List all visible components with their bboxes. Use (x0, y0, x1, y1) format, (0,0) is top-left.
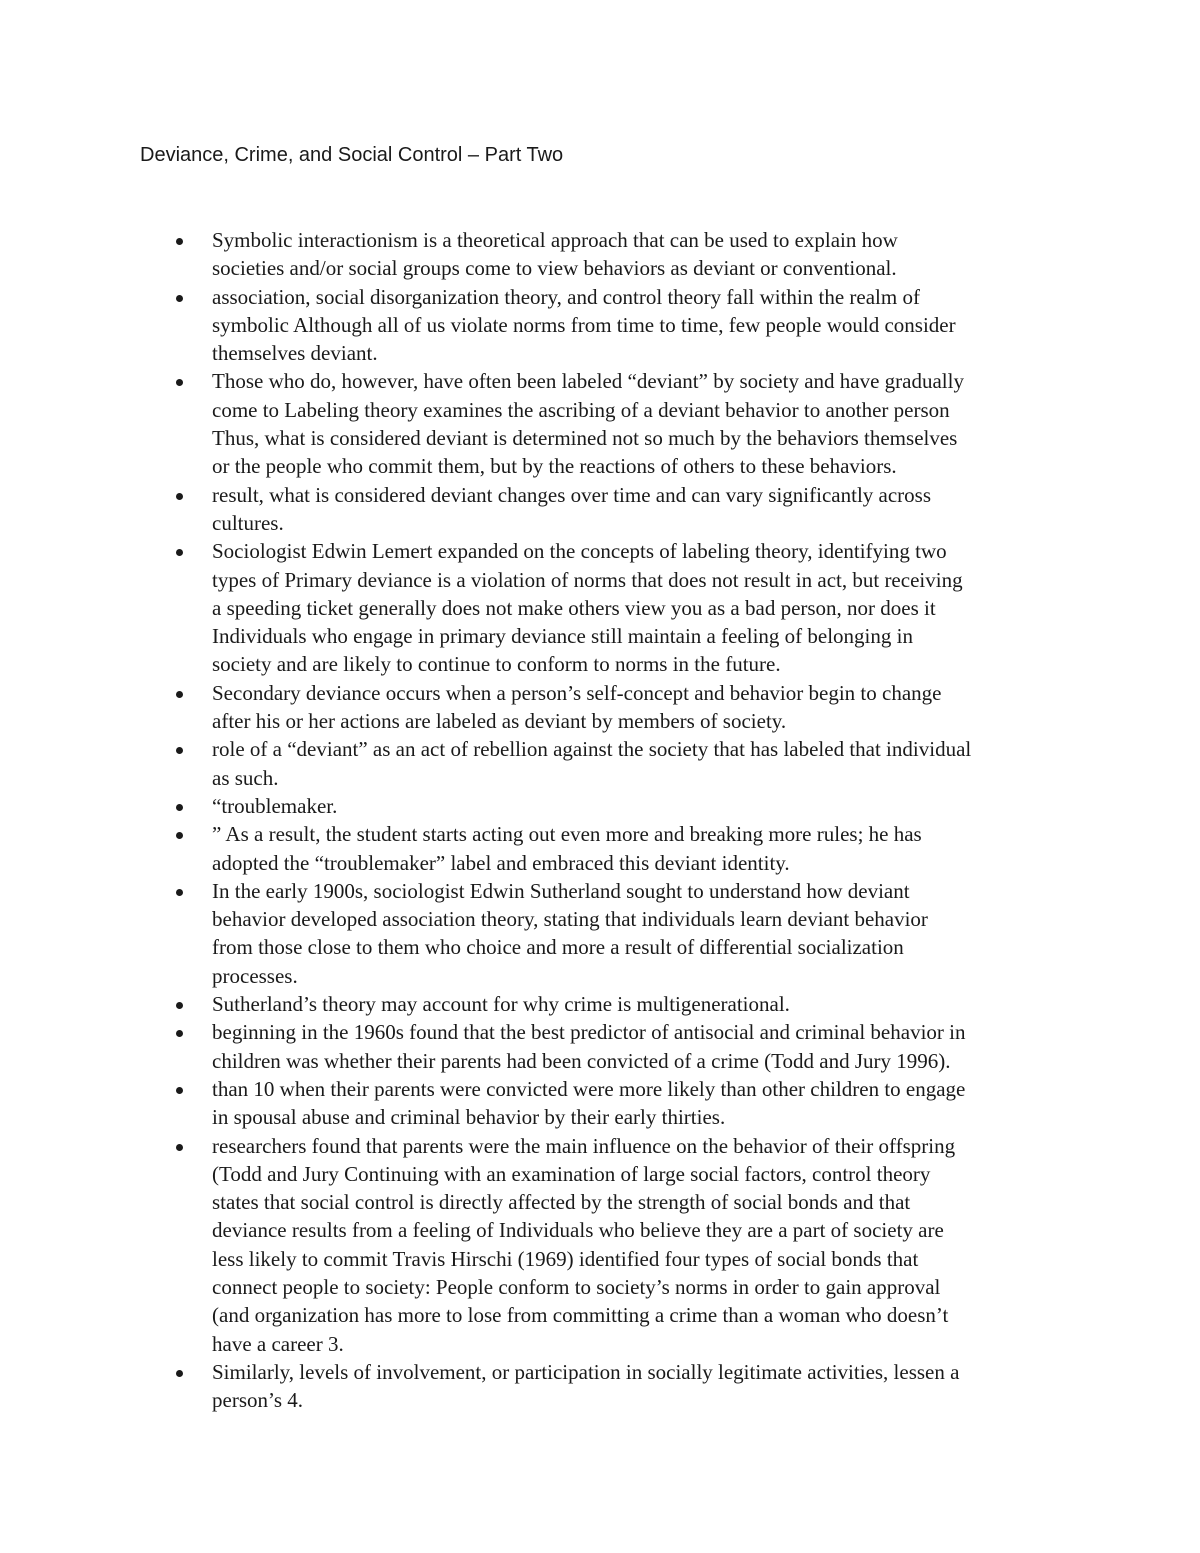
bullet-dot-icon (176, 691, 183, 698)
bullet-dot-icon (176, 747, 183, 754)
bullet-item (176, 226, 1076, 283)
bullet-text-line: Symbolic interactionism is a theoretical approach that can be used to explain how (212, 228, 898, 252)
bullet-text-line: than 10 when their parents were convicted were more likely than other children to engage (212, 1076, 966, 1101)
bullet-item (176, 820, 1076, 877)
bullet-text-line: after his or her actions are labeled as deviant by members of society. (212, 709, 787, 734)
bullet-dot-icon (176, 1370, 183, 1377)
bullet-text-line: symbolic Although all of us violate norms from time to time, few people would consider (212, 312, 956, 337)
bullet-item (176, 1358, 1076, 1415)
bullet-text-line: beginning in the 1960s found that the best predictor of antisocial and criminal behavior in (212, 1020, 966, 1045)
bullet-item (176, 990, 1076, 1018)
bullet-text-line: a speeding ticket generally does not make others view you as a bad person, nor does it (212, 595, 936, 620)
bullet-item (176, 1075, 1076, 1132)
bullet-text-line: have a career 3. (212, 1331, 344, 1356)
bullet-text-line: (and organization has more to lose from committing a crime than a woman who doesn’t (212, 1303, 949, 1328)
bullet-dot-icon (176, 379, 183, 386)
bullet-text-line: (Todd and Jury Continuing with an examination of large social factors, control theory (212, 1161, 931, 1186)
bullet-text-line: society and are likely to continue to conform to norms in the future. (212, 652, 781, 677)
bullet-item (176, 283, 1076, 368)
bullet-dot-icon (176, 832, 183, 839)
bullet-item (176, 1018, 1076, 1075)
bullet-item (176, 537, 1076, 678)
bullet-text-line: come to Labeling theory examines the ascribing of a deviant behavior to another person (212, 397, 950, 422)
bullet-text-line: association, social disorganization theory, and control theory fall within the realm of (212, 284, 920, 309)
bullet-dot-icon (176, 1087, 183, 1094)
bullet-text-line: states that social control is directly affected by the strength of social bonds and that (212, 1190, 911, 1215)
bullet-dot-icon (176, 1002, 183, 1009)
bullet-item (176, 877, 1076, 990)
bullet-dot-icon (176, 1144, 183, 1151)
bullet-text-line: in spousal abuse and criminal behavior by their early thirties. (212, 1105, 726, 1130)
bullet-text-line: Secondary deviance occurs when a person’s self-concept and behavior begin to change (212, 680, 942, 705)
bullet-text-line: or the people who commit them, but by the reactions of others to these behaviors. (212, 454, 897, 479)
bullet-text-line: Sociologist Edwin Lemert expanded on the concepts of labeling theory, identifying two (212, 539, 947, 564)
bullet-text-line: Those who do, however, have often been labeled “deviant” by society and have gradually (212, 369, 964, 394)
bullet-text-line: ” As a result, the student starts acting out even more and breaking more rules; he has (212, 822, 922, 847)
bullet-text-line: In the early 1900s, sociologist Edwin Sutherland sought to understand how deviant (212, 878, 910, 903)
bullet-dot-icon (176, 238, 183, 245)
bullet-list (176, 226, 1076, 1414)
bullet-text-line: person’s 4. (212, 1388, 303, 1413)
bullet-text-line: cultures. (212, 510, 284, 535)
bullet-dot-icon (176, 295, 183, 302)
bullet-item (176, 735, 1076, 792)
bullet-text-line: Similarly, levels of involvement, or participation in socially legitimate activities, lessen a (212, 1359, 960, 1384)
bullet-item (176, 679, 1076, 736)
bullet-text-line: behavior developed association theory, stating that individuals learn deviant behavior (212, 907, 928, 932)
bullet-item (176, 792, 1076, 820)
bullet-item (176, 481, 1076, 538)
bullet-text-line: less likely to commit Travis Hirschi (1969) identified four types of social bonds that (212, 1246, 919, 1271)
bullet-text-line: deviance results from a feeling of Individuals who believe they are a part of society are (212, 1218, 944, 1243)
bullet-dot-icon (176, 804, 183, 811)
bullet-text-line: children was whether their parents had been convicted of a crime (Todd and Jury 1996). (212, 1048, 951, 1073)
bullet-text-line: researchers found that parents were the main influence on the behavior of their offspring (212, 1133, 956, 1158)
bullet-text-line: role of a “deviant” as an act of rebellion against the society that has labeled that individual (212, 737, 972, 762)
bullet-text-line: connect people to society: People conform to society’s norms in order to gain approval (212, 1274, 941, 1299)
bullet-text-line: themselves deviant. (212, 341, 378, 366)
bullet-text-line: as such. (212, 765, 279, 790)
document-title: Deviance, Crime, and Social Control – Part Two (140, 144, 564, 166)
bullet-text-line: result, what is considered deviant changes over time and can vary significantly across (212, 482, 932, 507)
bullet-text-line: Sutherland’s theory may account for why crime is multigenerational. (212, 992, 790, 1017)
bullet-item (176, 367, 1076, 480)
bullet-text-line: types of Primary deviance is a violation of norms that does not result in act, but receiving (212, 567, 963, 592)
bullet-dot-icon (176, 549, 183, 556)
bullet-item (176, 1132, 1076, 1358)
bullet-text-line: societies and/or social groups come to view behaviors as deviant or conventional. (212, 256, 897, 281)
bullet-dot-icon (176, 889, 183, 896)
bullet-text-line: “troublemaker. (212, 793, 338, 818)
bullet-text-line: Individuals who engage in primary deviance still maintain a feeling of belonging in (212, 624, 913, 649)
bullet-text-line: processes. (212, 963, 298, 988)
bullet-text-line: from those close to them who choice and more a result of differential socialization (212, 935, 904, 960)
bullet-dot-icon (176, 493, 183, 500)
bullet-text-line: Thus, what is considered deviant is determined not so much by the behaviors themselves (212, 426, 958, 451)
bullet-dot-icon (176, 1030, 183, 1037)
bullet-text-line: adopted the “troublemaker” label and embraced this deviant identity. (212, 850, 790, 875)
